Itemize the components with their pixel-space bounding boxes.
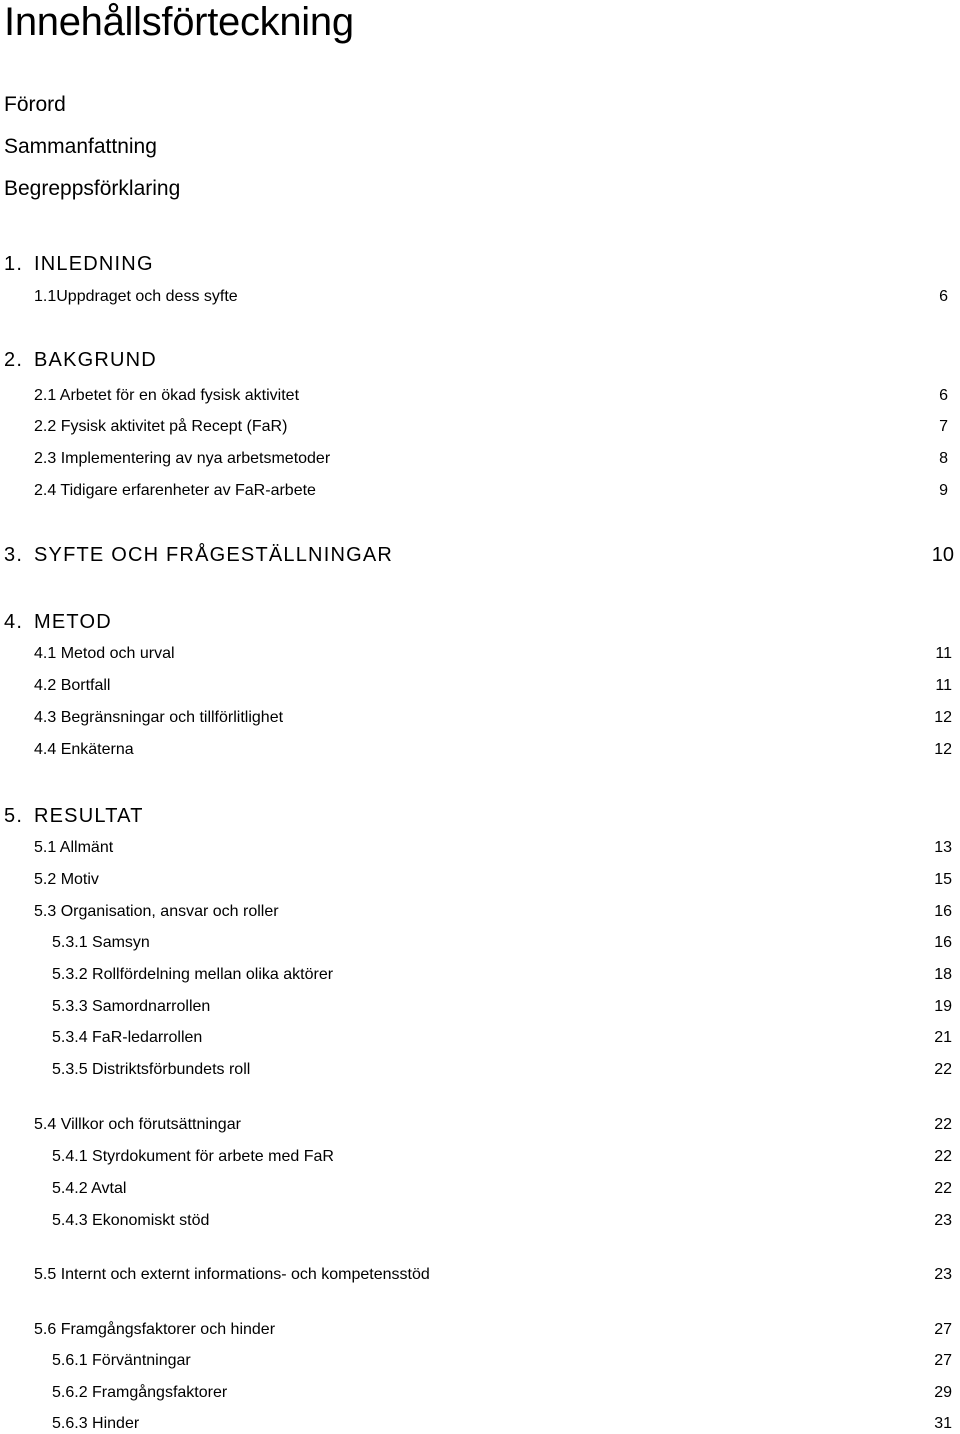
toc-entry-4-4: 4.4 Enkäterna xyxy=(34,741,134,758)
toc-page-4-2: 11 xyxy=(935,677,952,694)
chapter-title: SYFTE OCH FRÅGESTÄLLNINGAR xyxy=(34,544,394,566)
chapter-heading-2 xyxy=(4,348,157,372)
toc-page-1-1: 6 xyxy=(939,288,948,305)
toc-entry-5-2: 5.2 Motiv xyxy=(34,871,99,888)
toc-page-5-3-4: 21 xyxy=(934,1029,952,1046)
toc-entry-5-3-3: 5.3.3 Samordnarrollen xyxy=(52,998,211,1015)
toc-entry-5-4-2: 5.4.2 Avtal xyxy=(52,1180,127,1197)
chapter-number: 3. xyxy=(4,544,24,566)
chapter-heading-3 xyxy=(4,543,393,567)
toc-entry-2-3: 2.3 Implementering av nya arbetsmetoder xyxy=(34,450,331,467)
chapter-heading-4 xyxy=(4,610,112,634)
toc-page-2-1: 6 xyxy=(939,387,948,404)
toc-entry-4-1: 4.1 Metod och urval xyxy=(34,645,175,662)
toc-page-5-6: 27 xyxy=(934,1321,952,1338)
toc-page-5-6-3: 31 xyxy=(934,1415,952,1432)
toc-page-5-4-2: 22 xyxy=(934,1180,952,1197)
toc-page-5-3-5: 22 xyxy=(934,1061,952,1078)
toc-entry-5-3: 5.3 Organisation, ansvar och roller xyxy=(34,903,279,920)
toc-page-5-3-2: 18 xyxy=(934,966,952,983)
toc-entry-5-5: 5.5 Internt och externt informations- och kompetensstöd xyxy=(34,1266,430,1283)
chapter-number: 4. xyxy=(4,611,24,633)
toc-entry-5-6: 5.6 Framgångsfaktorer och hinder xyxy=(34,1321,276,1338)
toc-page-4-3: 12 xyxy=(934,709,952,726)
toc-page-5-1: 13 xyxy=(934,839,952,856)
chapter-number: 5. xyxy=(4,805,24,827)
toc-page-2-3: 8 xyxy=(939,450,948,467)
front-matter-sammanfattning: Sammanfattning xyxy=(4,135,157,158)
toc-entry-1-1: 1.1Uppdraget och dess syfte xyxy=(34,288,238,305)
chapter-heading-5 xyxy=(4,804,144,828)
toc-title: Innehållsförteckning xyxy=(4,0,354,44)
toc-page-5-5: 23 xyxy=(934,1266,952,1283)
toc-entry-2-4: 2.4 Tidigare erfarenheter av FaR-arbete xyxy=(34,482,316,499)
toc-page-4-1: 11 xyxy=(935,645,952,662)
chapter-number: 2. xyxy=(4,349,24,371)
front-matter-begreppsforklaring: Begreppsförklaring xyxy=(4,177,181,200)
toc-entry-2-1: 2.1 Arbetet för en ökad fysisk aktivitet xyxy=(34,387,300,404)
toc-page-5-6-1: 27 xyxy=(934,1352,952,1369)
toc-page-2-4: 9 xyxy=(939,482,948,499)
chapter-title: RESULTAT xyxy=(34,805,144,827)
toc-page-3: 10 xyxy=(931,544,954,566)
toc-entry-5-6-1: 5.6.1 Förväntningar xyxy=(52,1352,191,1369)
toc-page-5-3-1: 16 xyxy=(934,934,952,951)
toc-entry-5-1: 5.1 Allmänt xyxy=(34,839,114,856)
toc-entry-5-3-4: 5.3.4 FaR-ledarrollen xyxy=(52,1029,203,1046)
toc-entry-4-3: 4.3 Begränsningar och tillförlitlighet xyxy=(34,709,284,726)
toc-entry-5-4: 5.4 Villkor och förutsättningar xyxy=(34,1116,241,1133)
toc-page-5-4: 22 xyxy=(934,1116,952,1133)
toc-entry-5-3-5: 5.3.5 Distriktsförbundets roll xyxy=(52,1061,251,1078)
toc-entry-5-6-3: 5.6.3 Hinder xyxy=(52,1415,140,1432)
toc-page-5-2: 15 xyxy=(934,871,952,888)
toc-page-5-4-1: 22 xyxy=(934,1148,952,1165)
chapter-number: 1. xyxy=(4,253,24,275)
chapter-title: METOD xyxy=(34,611,112,633)
toc-page-5-4-3: 23 xyxy=(934,1212,952,1229)
toc-page-5-3-3: 19 xyxy=(934,998,952,1015)
front-matter-forord: Förord xyxy=(4,93,66,116)
chapter-title: BAKGRUND xyxy=(34,349,157,371)
toc-entry-5-4-3: 5.4.3 Ekonomiskt stöd xyxy=(52,1212,210,1229)
toc-entry-5-6-2: 5.6.2 Framgångsfaktorer xyxy=(52,1384,228,1401)
chapter-title: INLEDNING xyxy=(34,253,154,275)
toc-entry-5-3-2: 5.3.2 Rollfördelning mellan olika aktörer xyxy=(52,966,334,983)
toc-page-5-6-2: 29 xyxy=(934,1384,952,1401)
toc-page-2-2: 7 xyxy=(939,418,948,435)
toc-entry-5-4-1: 5.4.1 Styrdokument för arbete med FaR xyxy=(52,1148,334,1165)
toc-entry-4-2: 4.2 Bortfall xyxy=(34,677,111,694)
toc-page-5-3: 16 xyxy=(934,903,952,920)
toc-entry-5-3-1: 5.3.1 Samsyn xyxy=(52,934,150,951)
chapter-heading-1 xyxy=(4,252,154,276)
toc-page-4-4: 12 xyxy=(934,741,952,758)
toc-entry-2-2: 2.2 Fysisk aktivitet på Recept (FaR) xyxy=(34,418,288,435)
